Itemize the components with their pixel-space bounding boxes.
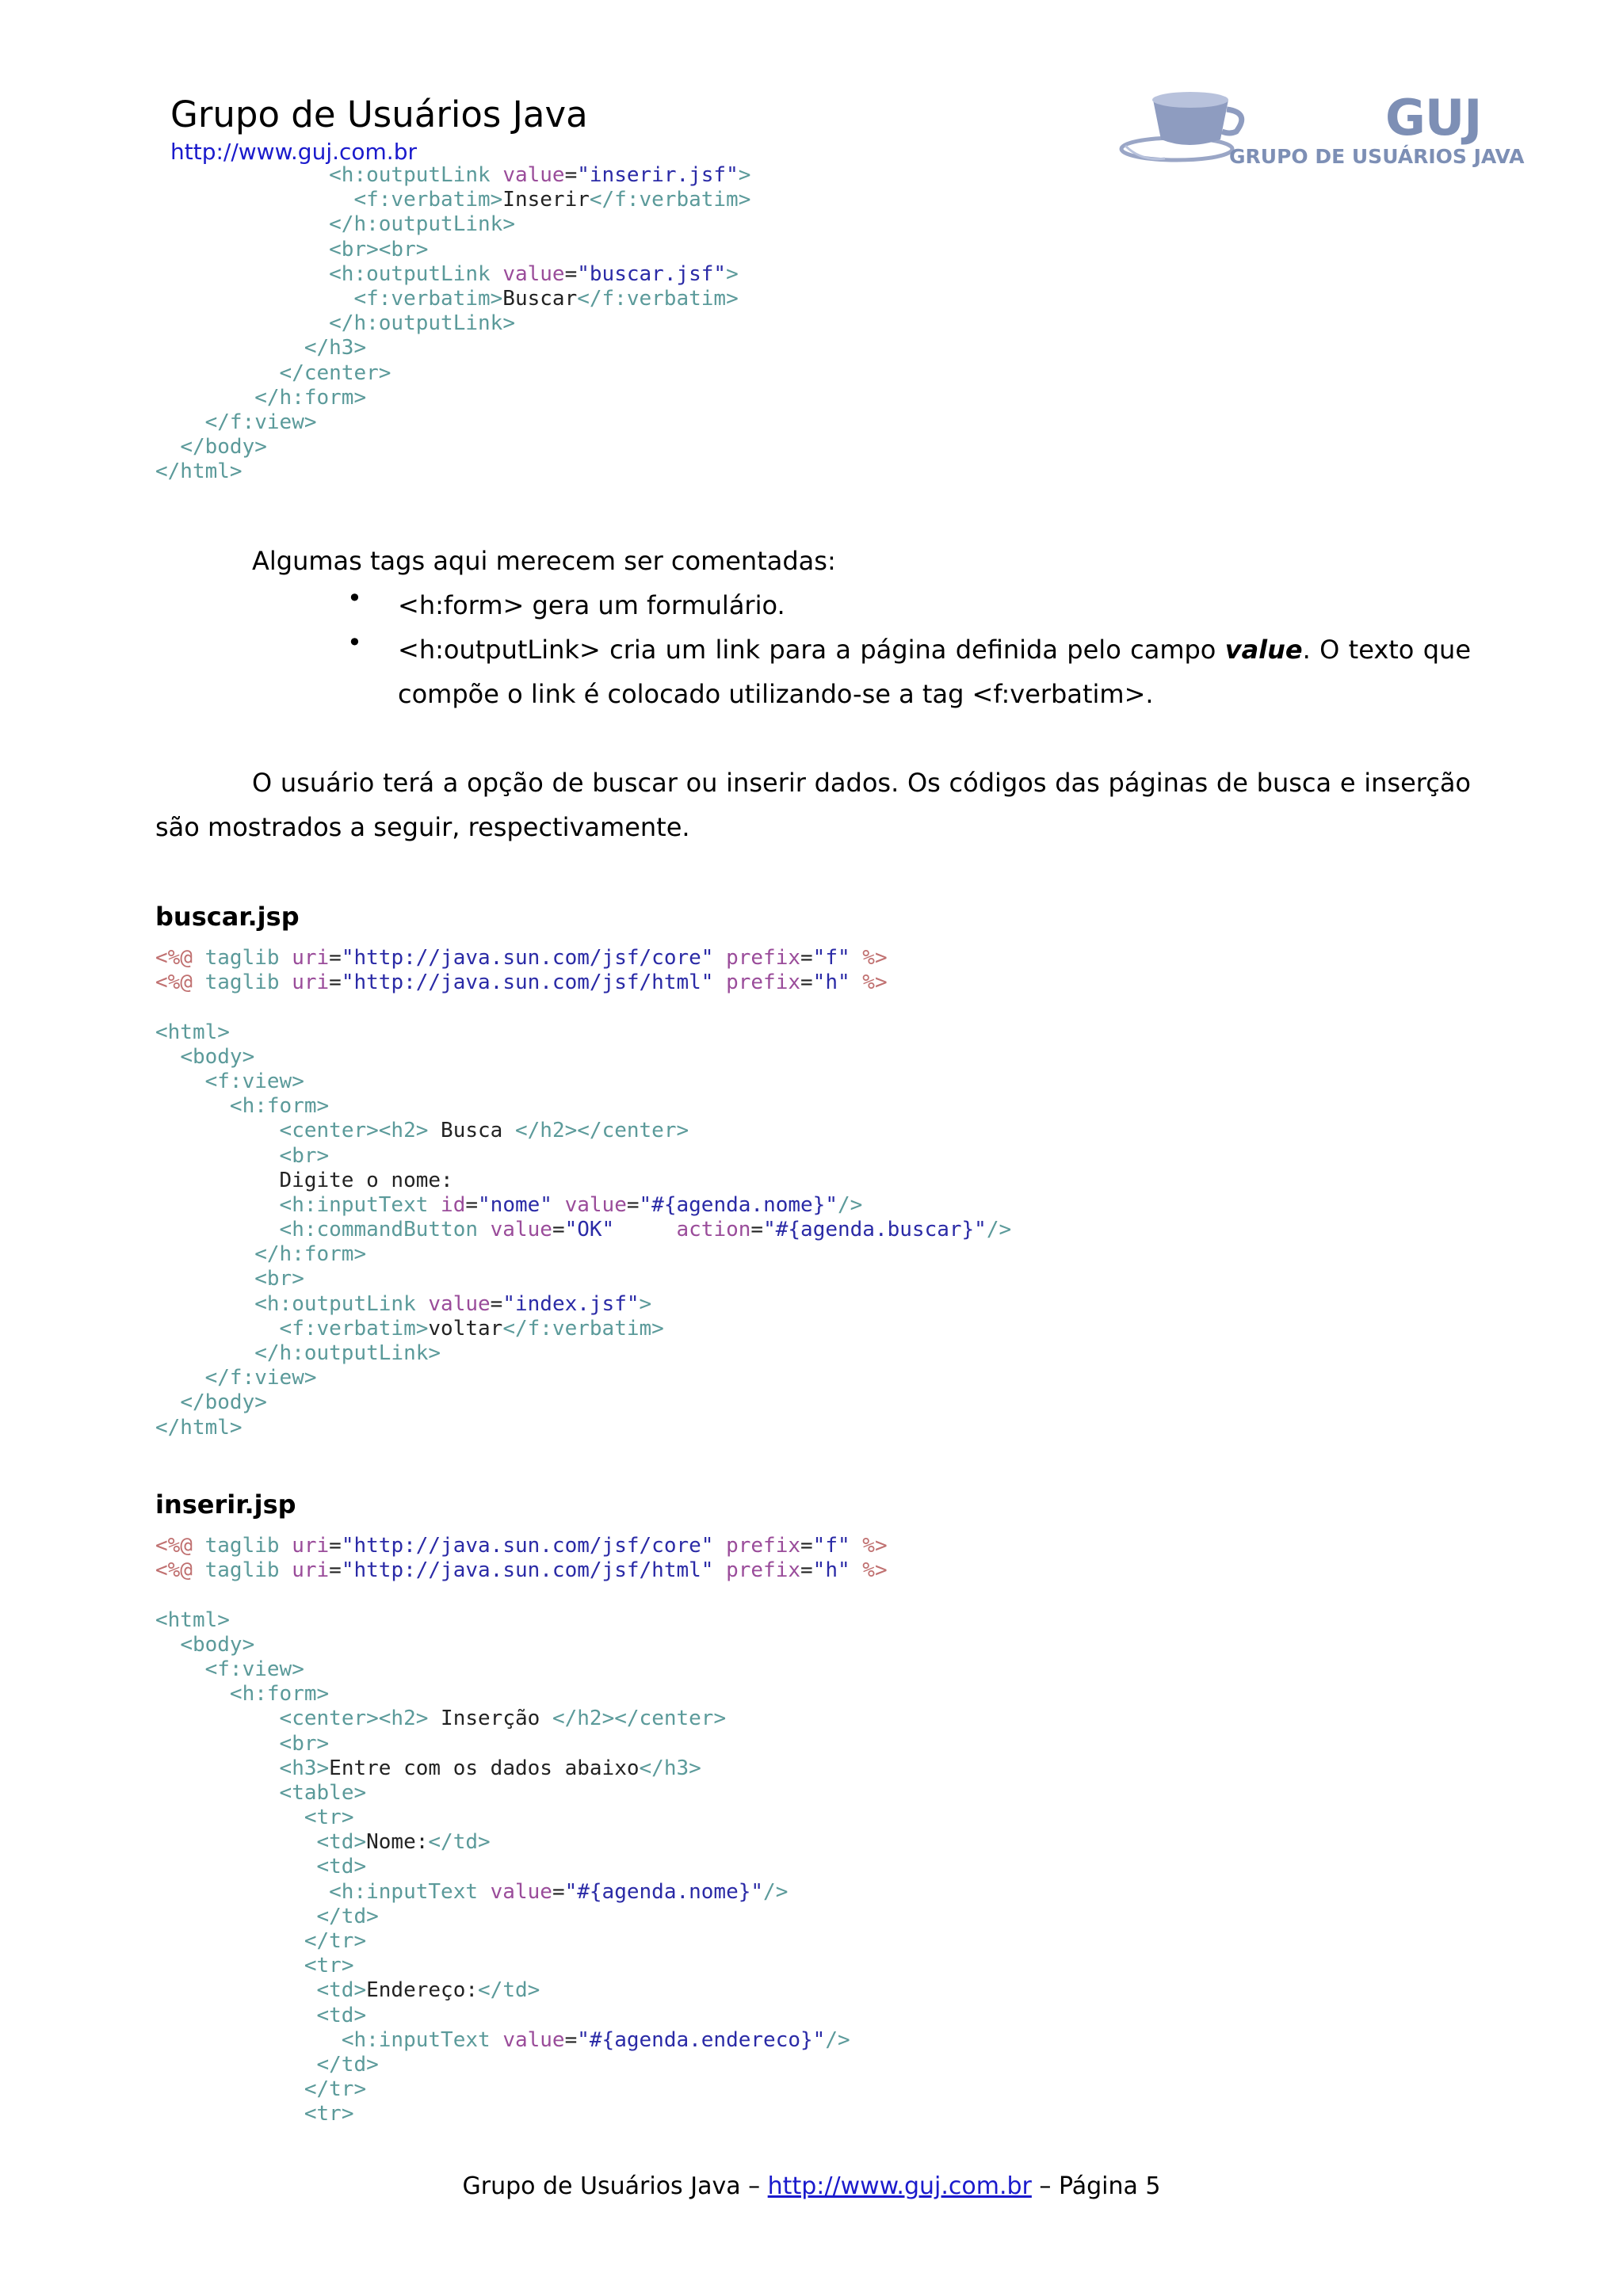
code-line: Digite o nome: bbox=[155, 1168, 453, 1192]
code-line: </body> bbox=[180, 435, 267, 460]
code-line: </h:outputLink> bbox=[329, 311, 515, 336]
code-line: </h:form> bbox=[254, 385, 367, 410]
code-line: <br> bbox=[279, 1143, 330, 1168]
code-line: <%@ taglib uri="http://java.sun.com/jsf/html" prefix="h" %> bbox=[155, 1558, 888, 1583]
code-block-index-tail bbox=[155, 163, 750, 484]
code-line: </td> bbox=[316, 2052, 379, 2077]
code-line: </tr> bbox=[304, 2077, 367, 2102]
code-line: </td> bbox=[316, 1904, 379, 1928]
code-line: <td>Endereço:</td> bbox=[316, 1978, 540, 2003]
heading-inserir: inserir.jsp bbox=[155, 1489, 296, 1520]
code-line: <%@ taglib uri="http://java.sun.com/jsf/core" prefix="f" %> bbox=[155, 946, 888, 970]
code-line bbox=[155, 1583, 888, 1608]
code-line: <center><h2> Inserção </h2></center> bbox=[279, 1707, 727, 1731]
header-url-link[interactable]: http://www.guj.com.br bbox=[170, 139, 417, 165]
code-line: <html> bbox=[155, 1608, 230, 1632]
code-line: <h:form> bbox=[229, 1682, 330, 1707]
code-line: <br> bbox=[254, 1267, 304, 1291]
paragraph-options: O usuário terá a opção de buscar ou inserir dados. Os códigos das páginas de busca e inserção são mostrados a seguir, respectivamente. bbox=[155, 768, 1471, 842]
code-line: <body> bbox=[180, 1632, 255, 1657]
code-block-inserir bbox=[155, 1534, 888, 2127]
footer-link[interactable]: http://www.guj.com.br bbox=[767, 2172, 1032, 2200]
bullet-item-outputlink: <h:outputLink> cria um link para a página definida pelo campo value. O texto que compõe o link é colocado utilizando-se a tag <f:verbatim>. bbox=[398, 635, 1472, 709]
code-line: <td> bbox=[316, 2003, 367, 2027]
page-footer: Grupo de Usuários Java – http://www.guj.com.br – Página 5 bbox=[462, 2172, 1161, 2200]
code-line: </center> bbox=[279, 360, 391, 385]
code-line: </f:view> bbox=[204, 410, 317, 434]
code-line: </h3> bbox=[304, 336, 367, 360]
logo-text: GUJ bbox=[1385, 89, 1482, 147]
code-line: <f:verbatim>Inserir</f:verbatim> bbox=[353, 188, 751, 212]
code-line: </html> bbox=[155, 1415, 242, 1440]
logo-subtitle: GRUPO DE USUÁRIOS JAVA bbox=[1229, 145, 1525, 168]
code-line: <table> bbox=[279, 1780, 367, 1805]
code-line: </body> bbox=[180, 1390, 267, 1415]
code-line: <h:outputLink value="index.jsf"> bbox=[254, 1291, 652, 1316]
code-line: </tr> bbox=[304, 1929, 367, 1953]
code-line: <html> bbox=[155, 1020, 230, 1044]
intro-text: Algumas tags aqui merecem ser comentadas: bbox=[252, 546, 836, 576]
code-line: <f:view> bbox=[204, 1069, 304, 1093]
code-line: <br> bbox=[279, 1731, 330, 1756]
code-line: </html> bbox=[155, 460, 242, 484]
header-title: Grupo de Usuários Java bbox=[170, 93, 588, 135]
code-line bbox=[155, 995, 1011, 1020]
bullet-marker: • bbox=[347, 583, 362, 613]
code-line: <h:outputLink value="buscar.jsf"> bbox=[329, 261, 739, 286]
bullet-item-form: <h:form> gera um formulário. bbox=[398, 590, 785, 620]
code-line: <h:inputText value="#{agenda.nome}"/> bbox=[329, 1879, 789, 1904]
code-line: <center><h2> Busca </h2></center> bbox=[279, 1119, 689, 1143]
code-line: </f:view> bbox=[204, 1366, 317, 1390]
code-line: <h3>Entre com os dados abaixo</h3> bbox=[279, 1756, 701, 1780]
code-line: <tr> bbox=[304, 1806, 354, 1830]
code-line: <%@ taglib uri="http://java.sun.com/jsf/html" prefix="h" %> bbox=[155, 971, 888, 995]
code-line: <tr> bbox=[304, 2102, 354, 2126]
code-line: <td> bbox=[316, 1855, 367, 1879]
code-line: <h:inputText id="nome" value="#{agenda.nome}"/> bbox=[279, 1192, 863, 1217]
code-line: <f:verbatim>voltar</f:verbatim> bbox=[279, 1316, 664, 1341]
code-line: <body> bbox=[180, 1044, 255, 1069]
code-line: <tr> bbox=[304, 1954, 354, 1978]
code-block-buscar bbox=[155, 946, 1011, 1440]
code-line: <h:form> bbox=[229, 1094, 330, 1119]
code-line: <br><br> bbox=[329, 237, 429, 261]
heading-buscar: buscar.jsp bbox=[155, 902, 300, 932]
code-line: <f:verbatim>Buscar</f:verbatim> bbox=[353, 286, 739, 311]
code-line: <td>Nome:</td> bbox=[316, 1830, 491, 1855]
code-line: <h:inputText value="#{agenda.endereco}"/> bbox=[341, 2027, 850, 2052]
code-line: <h:outputLink value="inserir.jsf"> bbox=[329, 163, 751, 187]
bullet-marker: • bbox=[347, 627, 362, 658]
code-line: </h:outputLink> bbox=[329, 212, 515, 237]
code-line: <f:view> bbox=[204, 1657, 304, 1681]
code-line: </h:form> bbox=[254, 1242, 367, 1267]
code-line: </h:outputLink> bbox=[254, 1341, 441, 1365]
code-line: <%@ taglib uri="http://java.sun.com/jsf/core" prefix="f" %> bbox=[155, 1534, 888, 1558]
emphasis-value: value bbox=[1224, 635, 1303, 665]
code-line: <h:commandButton value="OK" action="#{agenda.buscar}"/> bbox=[279, 1218, 1012, 1242]
